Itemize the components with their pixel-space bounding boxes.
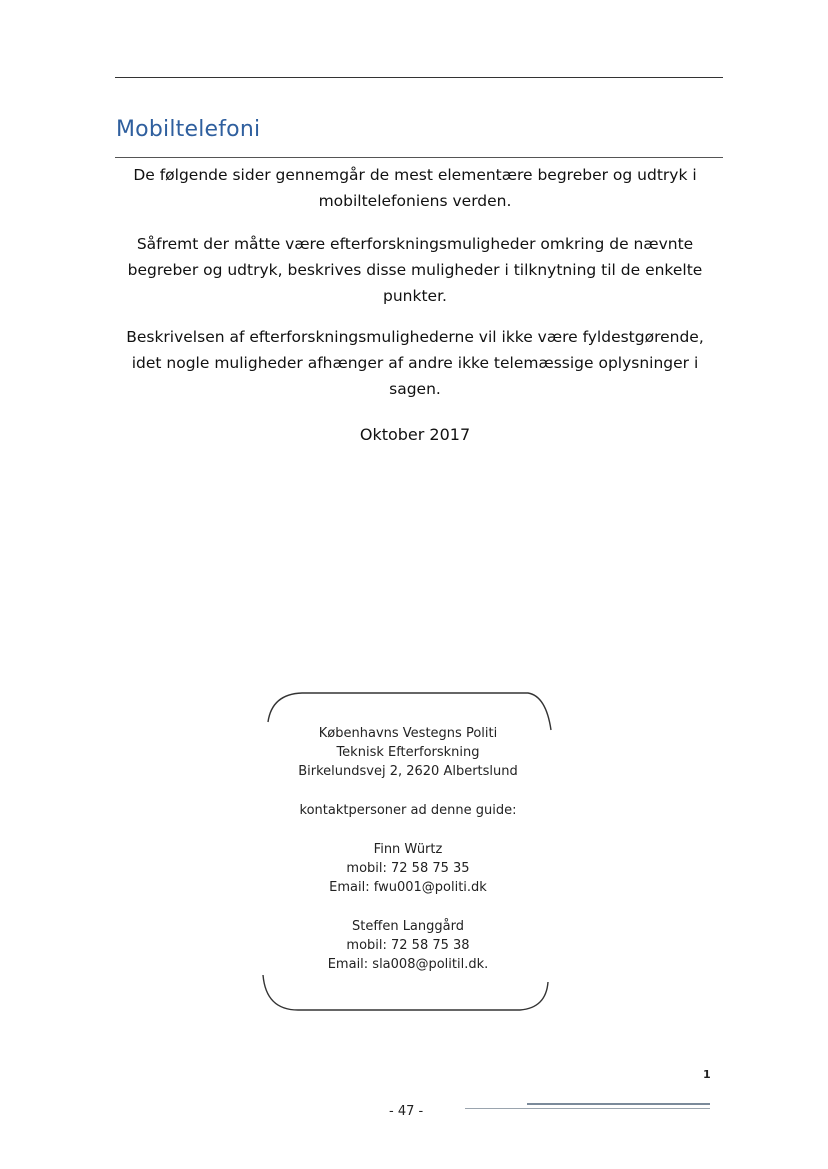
contact-box	[258, 690, 558, 1015]
contact-2-email: Email: sla008@politil.dk.	[327, 957, 489, 972]
document-date: Oktober 2017	[359, 425, 471, 444]
contact-1-mobile: mobil: 72 58 75 35	[346, 861, 470, 876]
org-name: Københavns Vestegns Politi	[318, 726, 498, 741]
footer-rule-thin	[465, 1108, 710, 1109]
contact-2-name: Steffen Langgård	[352, 919, 464, 934]
contact-1-email: Email: fwu001@politi.dk	[329, 880, 487, 895]
contact-1-name: Finn Würtz	[373, 842, 443, 857]
title-rule	[115, 157, 723, 158]
contacts-intro: kontaktpersoner ad denne guide:	[299, 803, 517, 818]
top-rule	[115, 77, 723, 78]
org-department: Teknisk Efterforskning	[336, 745, 480, 760]
org-address: Birkelundsvej 2, 2620 Albertslund	[298, 764, 518, 779]
footer-page-label: - 47 -	[389, 1104, 424, 1119]
intro-paragraph-3: Beskrivelsen af efterforskningsmulighederne vil ikke være fyldestgørende, idet nogle muligheder afhænger af andre ikke telemæssige oplysninger i sagen.	[126, 328, 704, 398]
corner-page-number: 1	[703, 1068, 711, 1081]
footer-rule-thick	[527, 1103, 710, 1105]
intro-paragraph-1: De følgende sider gennemgår de mest elementære begreber og udtryk i mobiltelefoniens verden.	[133, 166, 697, 210]
page-title: Mobiltelefoni	[116, 117, 261, 142]
intro-paragraph-2: Såfremt der måtte være efterforskningsmuligheder omkring de nævnte begreber og udtryk, beskrives disse muligheder i tilknytning til de enkelte punkter.	[127, 235, 703, 305]
contact-2-mobile: mobil: 72 58 75 38	[346, 938, 470, 953]
contact-details	[258, 724, 558, 974]
